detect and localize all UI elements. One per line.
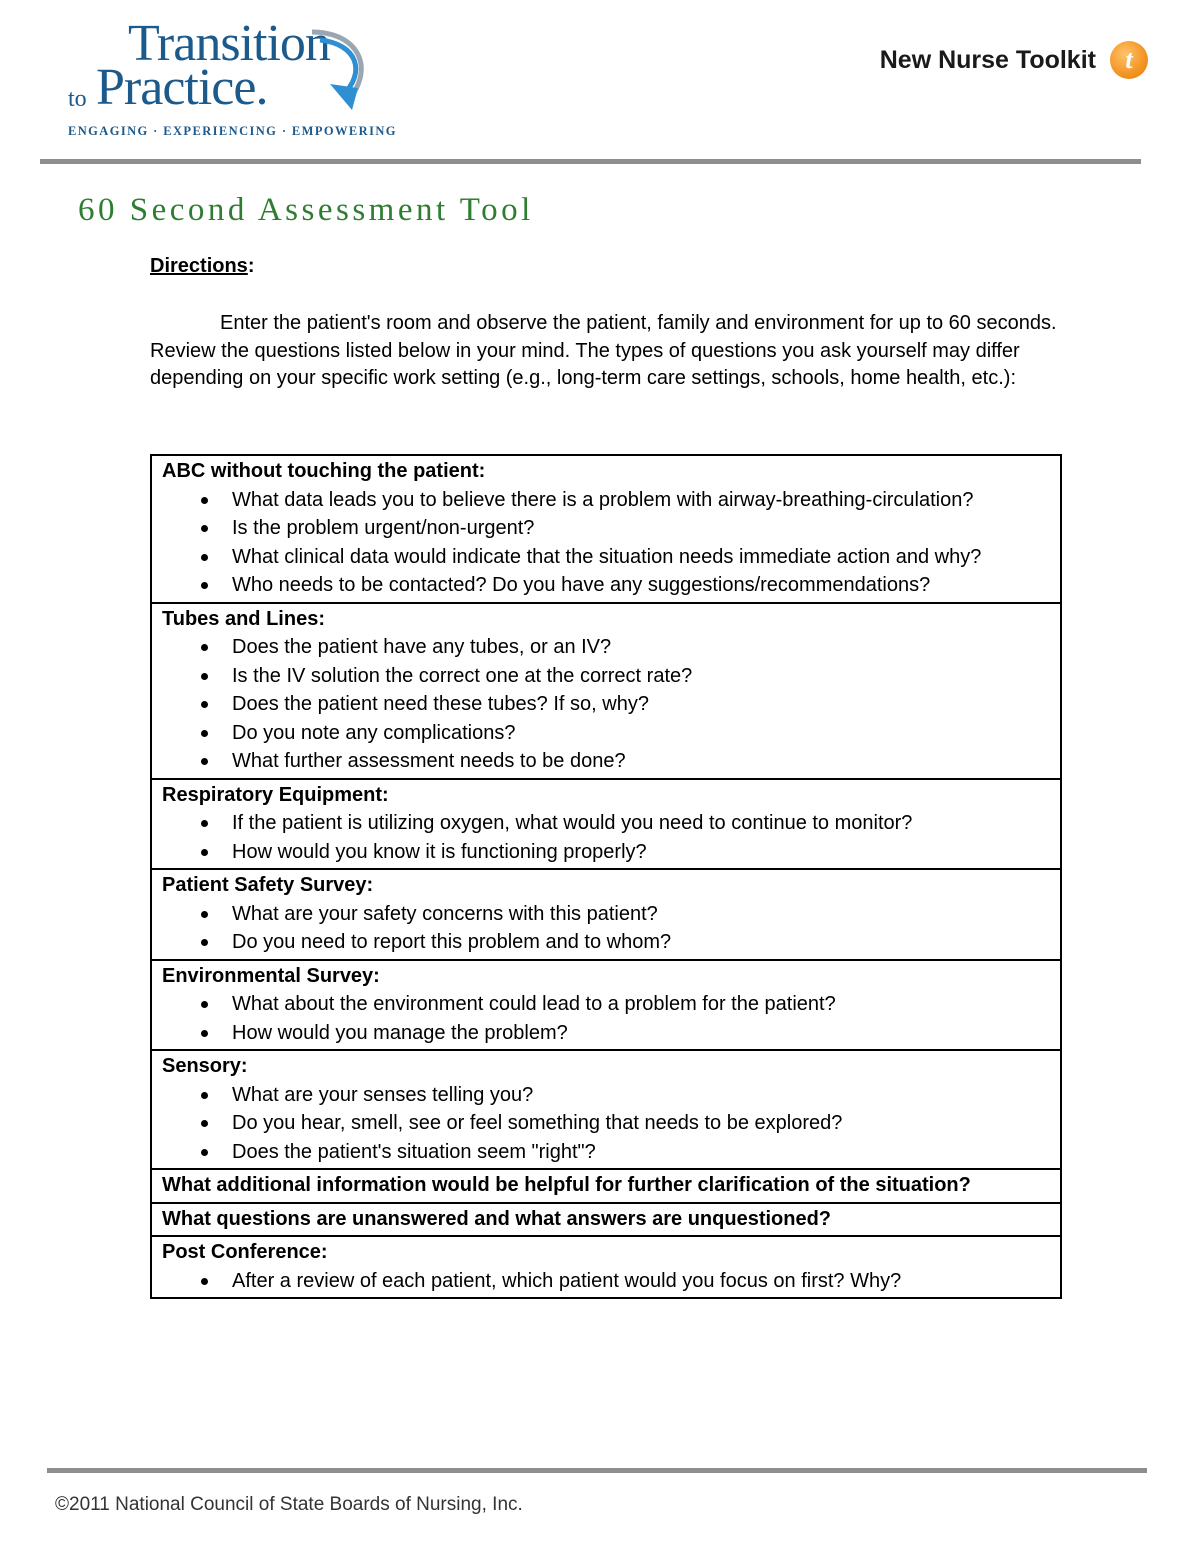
section-cell <box>151 603 1061 779</box>
table-row <box>151 960 1061 1051</box>
list-item: If the patient is utilizing oxygen, what would you need to continue to monitor? <box>232 809 1050 838</box>
section-heading: Sensory: <box>162 1055 248 1077</box>
directions-colon: : <box>247 255 255 277</box>
table-row <box>151 1203 1061 1237</box>
directions-label: Directions <box>150 255 248 277</box>
section-cell <box>151 1203 1061 1237</box>
section-heading: What questions are unanswered and what answers are unquestioned? <box>162 1207 832 1230</box>
list-item: Does the patient's situation seem "right"? <box>232 1138 1050 1167</box>
list-item: What data leads you to believe there is a problem with airway-breathing-circulation? <box>232 486 1050 515</box>
logo-word-to: to <box>68 86 87 112</box>
question-list <box>162 990 1050 1047</box>
table-row <box>151 869 1061 960</box>
list-item: What clinical data would indicate that the situation needs immediate action and why? <box>232 543 1050 572</box>
logo-line-practice: Practice. <box>96 59 268 116</box>
section-cell <box>151 1050 1061 1169</box>
list-item: Do you hear, smell, see or feel something that needs to be explored? <box>232 1109 1050 1138</box>
assessment-table <box>150 454 1062 1299</box>
copyright-footer: ©2011 National Council of State Boards of Nursing, Inc. <box>55 1494 523 1515</box>
directions-text: Enter the patient's room and observe the patient, family and environment for up to 60 seconds. Review the questions listed below in your mind. The types of questions you ask yourself may differ depending on your specific work setting (e.g., long-term care settings, schools, home health, etc.): <box>150 312 1057 389</box>
table-row <box>151 455 1061 603</box>
question-list <box>162 900 1050 957</box>
section-heading: What additional information would be helpful for further clarification of the situation? <box>162 1174 971 1196</box>
list-item: Does the patient need these tubes? If so, why? <box>232 690 1050 719</box>
table-row <box>151 1236 1061 1298</box>
list-item: Who needs to be contacted? Do you have any suggestions/recommendations? <box>232 571 1050 600</box>
directions-paragraph <box>150 310 1110 393</box>
table-row <box>151 1169 1061 1203</box>
footer-divider <box>47 1468 1147 1473</box>
logo-line-transition: Transition <box>128 15 330 72</box>
list-item: Do you need to report this problem and to whom? <box>232 928 1050 957</box>
list-item: What further assessment needs to be done? <box>232 747 1050 776</box>
section-heading: Post Conference: <box>162 1241 328 1263</box>
section-cell <box>151 869 1061 960</box>
question-list <box>162 633 1050 776</box>
list-item: How would you manage the problem? <box>232 1019 1050 1048</box>
list-item: Is the problem urgent/non-urgent? <box>232 514 1050 543</box>
section-heading: Environmental Survey: <box>162 964 380 987</box>
section-cell <box>151 455 1061 603</box>
list-item: Do you note any complications? <box>232 719 1050 748</box>
section-heading: ABC without touching the patient: <box>162 460 486 482</box>
list-item: After a review of each patient, which patient would you focus on first? Why? <box>232 1267 1050 1296</box>
header-divider <box>40 159 1141 164</box>
table-row <box>151 1050 1061 1169</box>
question-list <box>162 1081 1050 1167</box>
logo-tagline: ENGAGING · EXPERIENCING · EMPOWERING <box>68 124 397 138</box>
logo-arrow-icon <box>302 22 382 122</box>
section-cell <box>151 1236 1061 1298</box>
list-item: What about the environment could lead to a problem for the patient? <box>232 990 1050 1019</box>
toolkit-header <box>880 40 1148 80</box>
page-title: 60 Second Assessment Tool <box>78 192 534 228</box>
table-row <box>151 779 1061 870</box>
question-list <box>162 486 1050 600</box>
question-list <box>162 1267 1050 1296</box>
directions-heading <box>150 255 254 278</box>
section-cell <box>151 960 1061 1051</box>
section-cell <box>151 1169 1061 1203</box>
section-heading: Tubes and Lines: <box>162 607 325 630</box>
list-item: Is the IV solution the correct one at the correct rate? <box>232 662 1050 691</box>
toolkit-badge-icon: t <box>1110 41 1148 79</box>
list-item: What are your senses telling you? <box>232 1081 1050 1110</box>
section-heading: Patient Safety Survey: <box>162 874 374 896</box>
list-item: How would you know it is functioning properly? <box>232 838 1050 867</box>
table-row <box>151 603 1061 779</box>
section-cell <box>151 779 1061 870</box>
list-item: Does the patient have any tubes, or an IV? <box>232 633 1050 662</box>
transition-to-practice-logo <box>66 14 406 144</box>
toolkit-label: New Nurse Toolkit <box>879 45 1096 74</box>
question-list <box>162 809 1050 866</box>
section-heading: Respiratory Equipment: <box>162 783 389 806</box>
list-item: What are your safety concerns with this patient? <box>232 900 1050 929</box>
